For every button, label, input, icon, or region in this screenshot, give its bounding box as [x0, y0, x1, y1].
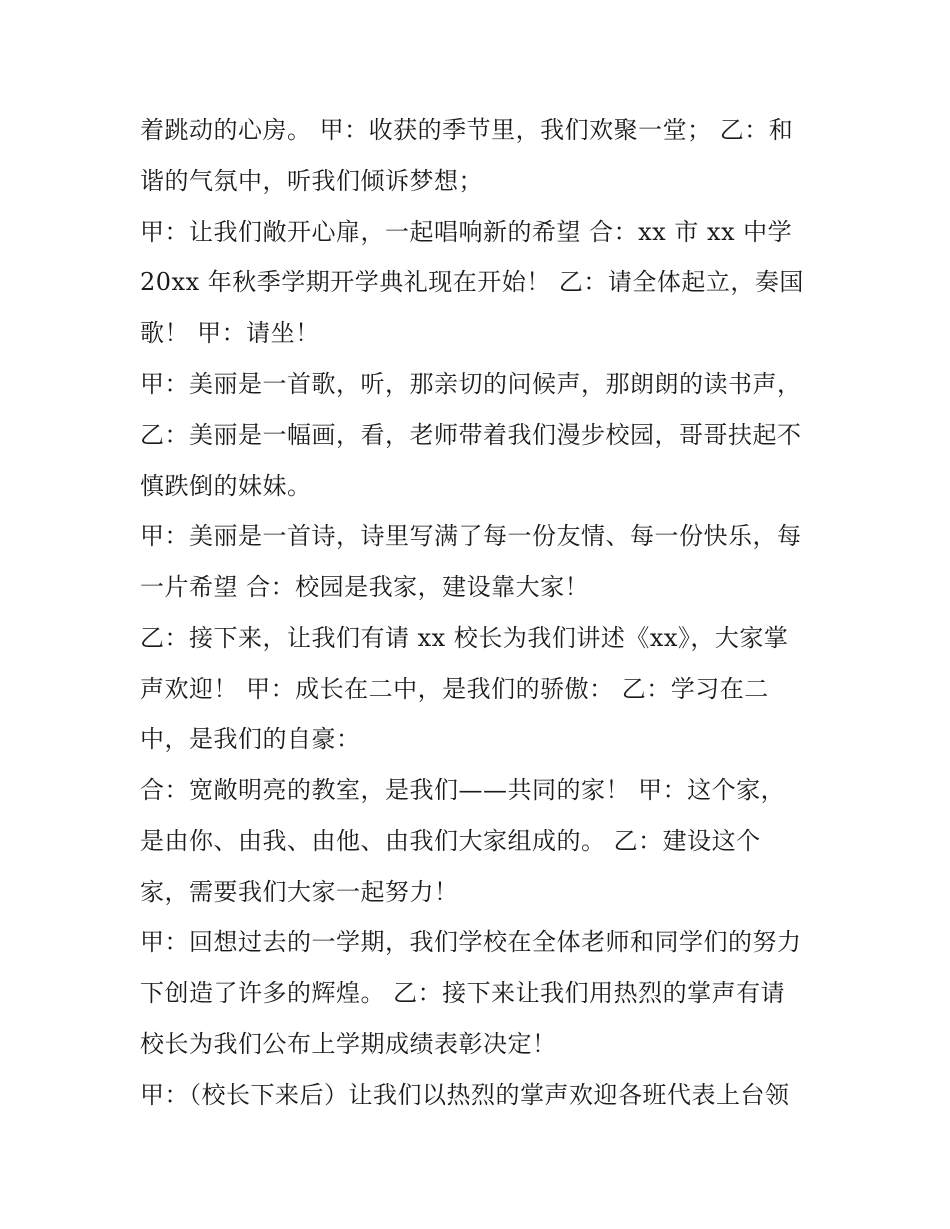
text-line: 谐的气氛中，听我们倾诉梦想；	[140, 167, 483, 195]
text-line: 是由你、由我、由他、由我们大家组成的。 乙：建设这个	[140, 827, 761, 855]
text-line: 甲：美丽是一首诗，诗里写满了每一份友情、每一份快乐，每	[140, 522, 802, 550]
text-line: 校长为我们公布上学期成绩表彰决定！	[140, 1030, 557, 1058]
text-line: 着跳动的心房。 甲：收获的季节里，我们欢聚一堂； 乙：和	[140, 116, 794, 144]
text-line: 乙：美丽是一幅画，看，老师带着我们漫步校园，哥哥扶起不	[140, 421, 802, 449]
text-line: 慎跌倒的妹妹。	[140, 472, 312, 500]
text-line: 歌！ 甲：请坐！	[140, 319, 320, 347]
text-line: 甲：美丽是一首歌，听，那亲切的问候声，那朗朗的读书声，	[140, 370, 802, 398]
text-line: 20xx 年秋季学期开学典礼现在开始！ 乙：请全体起立，奏国	[140, 268, 804, 296]
text-line: 甲：让我们敞开心扉，一起唱响新的希望 合：xx 市 xx 中学	[140, 218, 793, 246]
text-line: 声欢迎！ 甲：成长在二中，是我们的骄傲： 乙：学习在二	[140, 675, 769, 703]
text-line: 中，是我们的自豪：	[140, 725, 361, 753]
text-line: 甲：回想过去的一学期，我们学校在全体老师和同学们的努力	[140, 928, 802, 956]
text-line: 合：宽敞明亮的教室，是我们——共同的家！ 甲：这个家，	[140, 776, 786, 804]
text-line: 下创造了许多的辉煌。 乙：接下来让我们用热烈的掌声有请	[140, 979, 786, 1007]
text-line: 家，需要我们大家一起努力！	[140, 878, 459, 906]
text-line: 乙：接下来，让我们有请 xx 校长为我们讲述《xx》，大家掌	[140, 624, 789, 652]
text-line: 一片希望 合：校园是我家，建设靠大家！	[140, 573, 590, 601]
text-line: 甲：（校长下来后）让我们以热烈的掌声欢迎各班代表上台领	[140, 1081, 790, 1109]
